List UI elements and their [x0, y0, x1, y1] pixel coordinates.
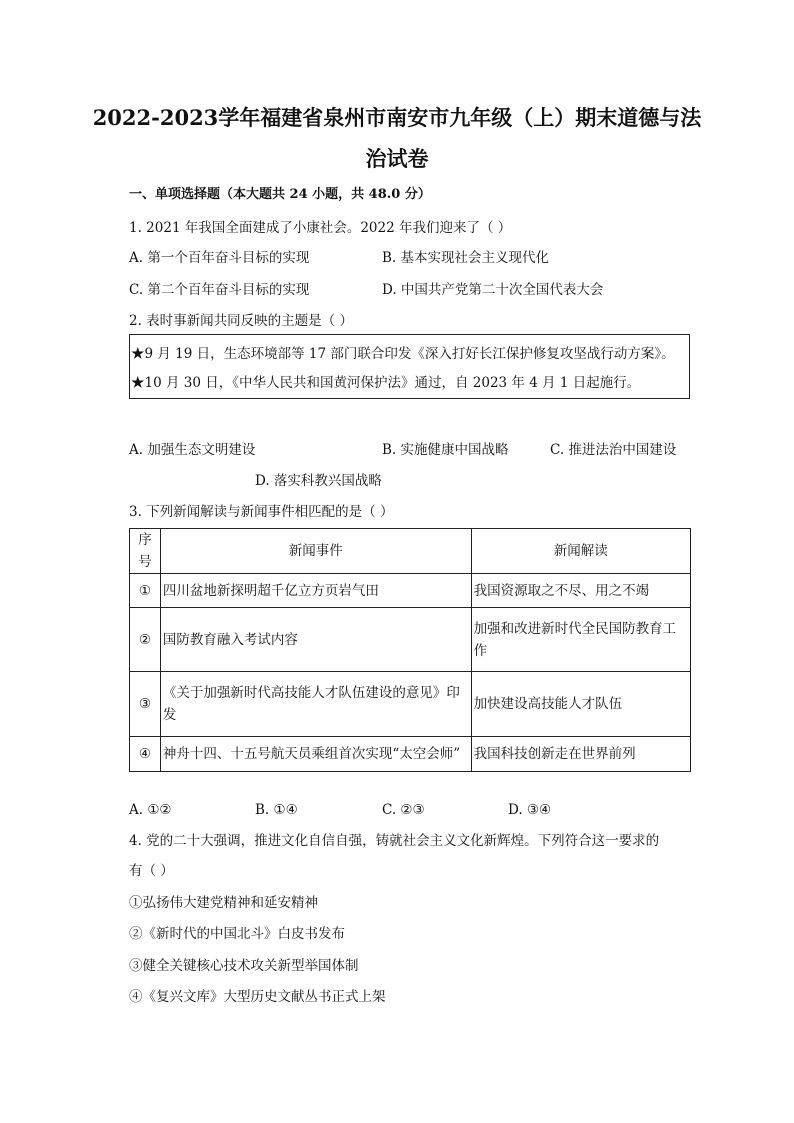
q1-stem: 1. 2021 年我国全面建成了小康社会。2022 年我们迎来了（ ） — [129, 220, 512, 236]
q1-option-d: D. 中国共产党第二十次全国代表大会 — [382, 282, 604, 298]
section-heading: 一、单项选择题（本大题共 24 小题，共 48.0 分） — [129, 187, 431, 202]
row-event: 国防教育融入考试内容 — [160, 608, 471, 672]
q2-news-box — [129, 334, 690, 399]
row-event: 四川盆地新探明超千亿立方页岩气田 — [160, 574, 471, 608]
table-header-row — [130, 529, 691, 574]
row-num: ③ — [130, 672, 161, 737]
q2-option-d: D. 落实科教兴国战略 — [255, 473, 382, 489]
q4-stem-line1: 4. 党的二十大强调，推进文化自信自强，铸就社会主义文化新辉煌。下列符合这一要求的 — [129, 833, 660, 849]
row-num: ② — [130, 608, 161, 672]
table-row — [130, 608, 691, 672]
q2-option-a: A. 加强生态文明建设 — [129, 442, 256, 458]
q2-stem: 2. 表时事新闻共同反映的主题是（ ） — [129, 313, 353, 329]
row-interpretation: 我国资源取之不尽、用之不竭 — [471, 574, 690, 608]
q1-option-c: C. 第二个百年奋斗目标的实现 — [129, 282, 310, 298]
q3-stem: 3. 下列新闻解读与新闻事件相匹配的是（ ） — [129, 504, 394, 520]
header-interpretation: 新闻解读 — [471, 529, 690, 574]
row-event: 神舟十四、十五号航天员乘组首次实现“太空会师” — [160, 737, 471, 772]
q2-option-c: C. 推进法治中国建设 — [550, 442, 677, 458]
q4-item: ②《新时代的中国北斗》白皮书发布 — [129, 926, 345, 942]
table-row — [130, 737, 691, 772]
row-num: ④ — [130, 737, 161, 772]
q3-news-table — [129, 528, 691, 772]
q1-option-a: A. 第一个百年奋斗目标的实现 — [129, 250, 310, 266]
q3-option-b: B. ①④ — [255, 802, 298, 818]
exam-title-line1: 2022-2023学年福建省泉州市南安市九年级（上）期末道德与法 — [92, 105, 702, 130]
q3-option-d: D. ③④ — [508, 802, 552, 818]
q4-stem-line2: 有（ ） — [129, 863, 174, 879]
q3-option-a: A. ①② — [129, 802, 172, 818]
q3-option-c: C. ②③ — [382, 802, 425, 818]
q2-option-b: B. 实施健康中国战略 — [382, 442, 509, 458]
q4-item: ③健全关键核心技术攻关新型举国体制 — [129, 958, 359, 974]
q1-option-b: B. 基本实现社会主义现代化 — [382, 250, 550, 266]
row-num: ① — [130, 574, 161, 608]
row-interpretation: 加快建设高技能人才队伍 — [471, 672, 690, 737]
row-event: 《关于加强新时代高技能人才队伍建设的意见》印发 — [160, 672, 471, 737]
q4-item: ①弘扬伟大建党精神和延安精神 — [129, 895, 318, 911]
exam-title-line2: 治试卷 — [365, 146, 429, 171]
q2-news-item: ★9 月 19 日，生态环境部等 17 部门联合印发《深入打好长江保护修复攻坚战行动方案》。 — [131, 346, 675, 362]
q2-news-item: ★10 月 30 日，《中华人民共和国黄河保护法》通过，自 2023 年 4 月 1 日起施行。 — [131, 375, 641, 391]
q4-item: ④《复兴文库》大型历史文献丛书正式上架 — [129, 989, 386, 1005]
table-row — [130, 574, 691, 608]
row-interpretation: 我国科技创新走在世界前列 — [471, 737, 690, 772]
header-event: 新闻事件 — [160, 529, 471, 574]
row-interpretation: 加强和改进新时代全民国防教育工作 — [471, 608, 690, 672]
header-num: 序号 — [130, 529, 161, 574]
table-row — [130, 672, 691, 737]
